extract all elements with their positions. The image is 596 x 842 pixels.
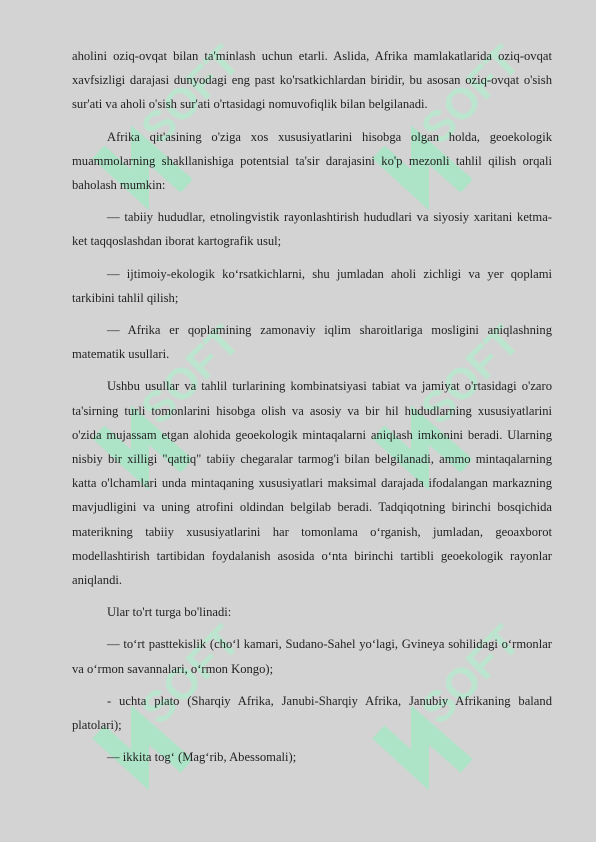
list-item: — to‘rt pasttekislik (cho‘l kamari, Sudano-Sahel yo‘lagi, Gvineya sohilidagi o‘rmonlar va o‘rmon savannalari, o‘rmon Kongo); bbox=[72, 637, 552, 676]
list-item: — ijtimoiy-ekologik ko‘rsatkichlarni, shu jumladan aholi zichligi va yer qoplami tarkibini tahlil qilish; bbox=[72, 266, 552, 305]
paragraph: Ushbu usullar va tahlil turlarining kombinatsiyasi tabiat va jamiyat o'rtasidagi o'zaro ta'sirning turli tomonlarini hisobga olish va asosiy va bir hil hududlarning xususiyatlarini o'zida mujassam etgan alohida geoekologik mintaqalarni aniqlash imkonini beradi. Ularning nisbiy bir xilligi "qattiq" tabiiy chegaralar tarmog'i bilan belgilanadi, ammo mintaqalarning katta o'lchamlari unda mintaqaning xususiyatlari maksimal darajada ifodalangan markazning mavjudligini va uning atrofini oldindan belgilab beradi. Tadqiqotning birinchi bosqichida materikning tabiiy xususiyatlarini har tomonlama o‘rganish, jumladan, geoaxborot modellashtirish tartibidan foydalanish asosida o‘nta birinchi tartibli geoekologik rayonlar aniqlandi. bbox=[72, 379, 552, 588]
list-item: — Afrika er qoplamining zamonaviy iqlim sharoitlariga mosligini aniqlashning matematik usullari. bbox=[72, 323, 552, 362]
document-body bbox=[72, 44, 552, 777]
svg-text:SOFT: SOFT bbox=[131, 620, 235, 734]
list-item: - uchta plato (Sharqiy Afrika, Janubi-Sharqiy Afrika, Janubiy Afrikaning baland platolari); bbox=[72, 693, 552, 733]
list-item: — tabiiy hududlar, etnolingvistik rayonlashtirish hududlari va siyosiy xaritani ketma-ket taqqoslashdan iborat kartografik usul; bbox=[72, 210, 552, 249]
paragraph: Ular to'rt turga bo'linadi: bbox=[107, 605, 232, 620]
svg-text:SOFT: SOFT bbox=[411, 320, 515, 434]
list-item: — ikkita tog‘ (Mag‘rib, Abessomali); bbox=[107, 750, 297, 765]
svg-text:SOFT: SOFT bbox=[411, 40, 515, 154]
paragraph: aholini oziq-ovqat bilan ta'minlash uchun etarli. Aslida, Afrika mamlakatlarida oziq-ovqat xavfsizligi darajasi dunyodagi eng past ko'rsatkichlardan biridir, bu asosan oziq-ovqat o'sish sur'ati va aholi o'sish sur'ati o'rtasidagi nomuvofiqlik bilan belgilanadi. bbox=[72, 49, 552, 112]
paragraph: Afrika qit'asining o'ziga xos xususiyatlarini hisobga olgan holda, geoekologik muammolarning shakllanishiga potentsial ta'sir darajasini ko'p mezonli tahlil qilish orqali baholash mumkin: bbox=[72, 129, 552, 193]
svg-text:SOFT: SOFT bbox=[131, 40, 235, 154]
svg-text:SOFT: SOFT bbox=[411, 620, 515, 734]
svg-text:SOFT: SOFT bbox=[131, 320, 235, 434]
